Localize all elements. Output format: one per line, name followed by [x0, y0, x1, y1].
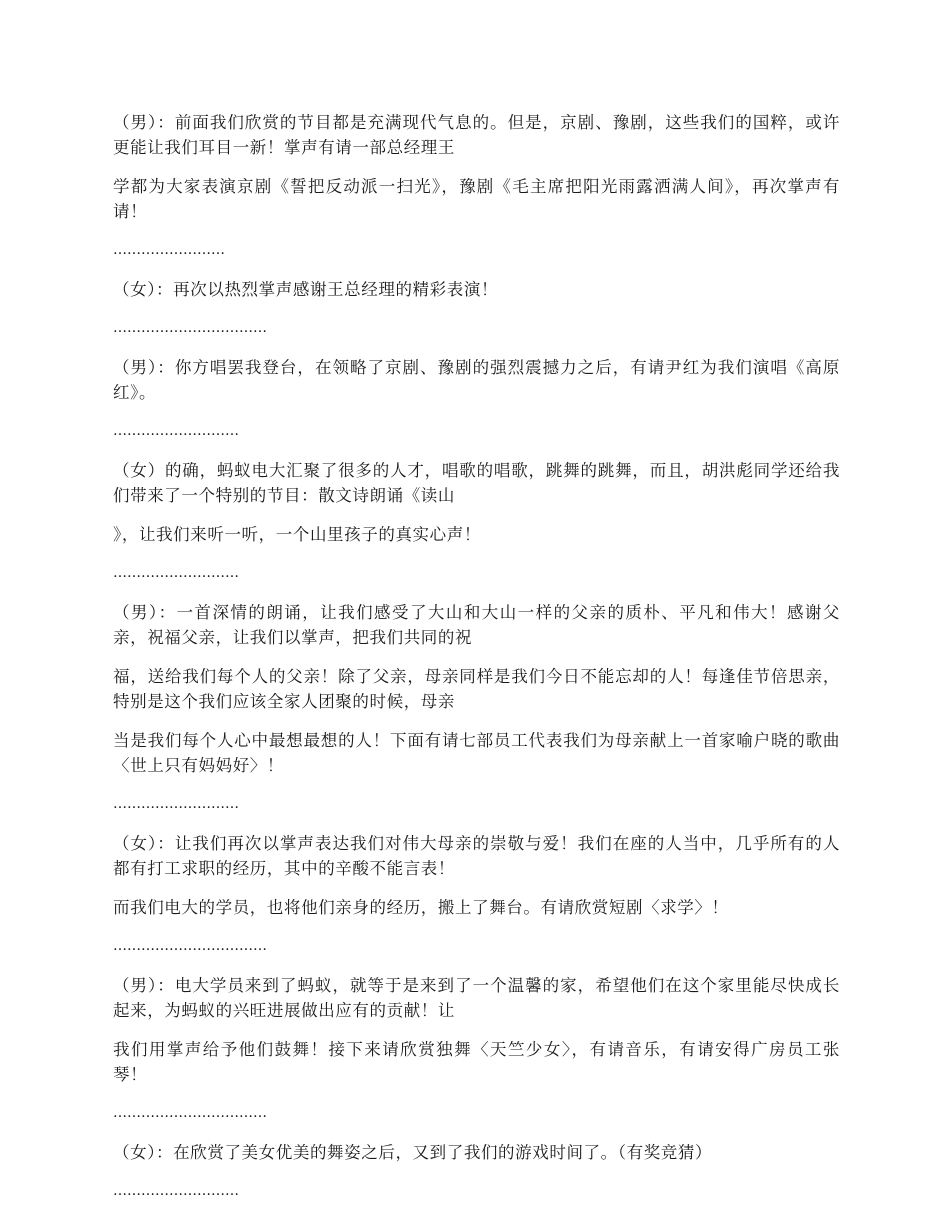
paragraph: （女）：再次以热烈掌声感谢王总经理的精彩表演！ — [113, 280, 499, 299]
ellipsis-separator: ……………………… — [113, 565, 239, 581]
paragraph: （女）：在欣赏了美女优美的舞姿之后，又到了我们的游戏时间了。（有奖竞猜） — [113, 1143, 713, 1162]
paragraph: （男）：前面我们欣赏的节目都是充满现代气息的。但是，京剧、豫剧，这些我们的国粹，或许更能让我们耳目一新！掌声有请一部总经理王 — [113, 113, 840, 157]
ellipsis-separator: …………………………… — [113, 1105, 267, 1121]
ellipsis-separator: ……………………… — [113, 1183, 239, 1199]
paragraph: 我们用掌声给予他们鼓舞！接下来请欣赏独舞〈天竺少女〉，有请音乐，有请安得广房员工张琴！ — [113, 1040, 840, 1084]
paragraph: （女）的确，蚂蚁电大汇聚了很多的人才，唱歌的唱歌，跳舞的跳舞，而且，胡洪彪同学还给我们带来了一个特别的节目：散文诗朗诵《读山 — [113, 461, 840, 505]
ellipsis-separator: …………………………… — [113, 320, 267, 336]
paragraph: 》，让我们来听一听，一个山里孩子的真实心声！ — [113, 525, 481, 544]
paragraph: （男）：电大学员来到了蚂蚁，就等于是来到了一个温馨的家，希望他们在这个家里能尽快成长起来，为蚂蚁的兴旺进展做出应有的贡献！让 — [113, 976, 840, 1020]
paragraph: （女）：让我们再次以掌声表达我们对伟大母亲的崇敬与爱！我们在座的人当中，几乎所有的人都有打工求职的经历，其中的辛酸不能言表！ — [113, 834, 840, 878]
ellipsis-separator: ……………………… — [113, 796, 239, 812]
paragraph: 当是我们每个人心中最想最想的人！下面有请七部员工代表我们为母亲献上一首家喻户晓的歌曲〈世上只有妈妈好〉！ — [113, 731, 840, 775]
paragraph: 福，送给我们每个人的父亲！除了父亲，母亲同样是我们今日不能忘却的人！每逢佳节倍思亲，特别是这个我们应该全家人团聚的时候，母亲 — [113, 667, 840, 711]
paragraph: （男）：你方唱罢我登台，在领略了京剧、豫剧的强烈震撼力之后，有请尹红为我们演唱《高原红》。 — [113, 358, 840, 402]
paragraph: 学都为大家表演京剧《誓把反动派一扫光》，豫剧《毛主席把阳光雨露洒满人间》，再次掌声有请！ — [113, 177, 840, 221]
paragraph: （男）：一首深情的朗诵，让我们感受了大山和大山一样的父亲的质朴、平凡和伟大！感谢父亲，祝福父亲，让我们以掌声，把我们共同的祝 — [113, 603, 840, 647]
ellipsis-separator: ……………………… — [113, 423, 239, 439]
ellipsis-separator: …………………… — [113, 242, 225, 258]
paragraph: 而我们电大的学员，也将他们亲身的经历，搬上了舞台。有请欣赏短剧〈求学〉！ — [113, 898, 729, 917]
ellipsis-separator: …………………………… — [113, 938, 267, 954]
